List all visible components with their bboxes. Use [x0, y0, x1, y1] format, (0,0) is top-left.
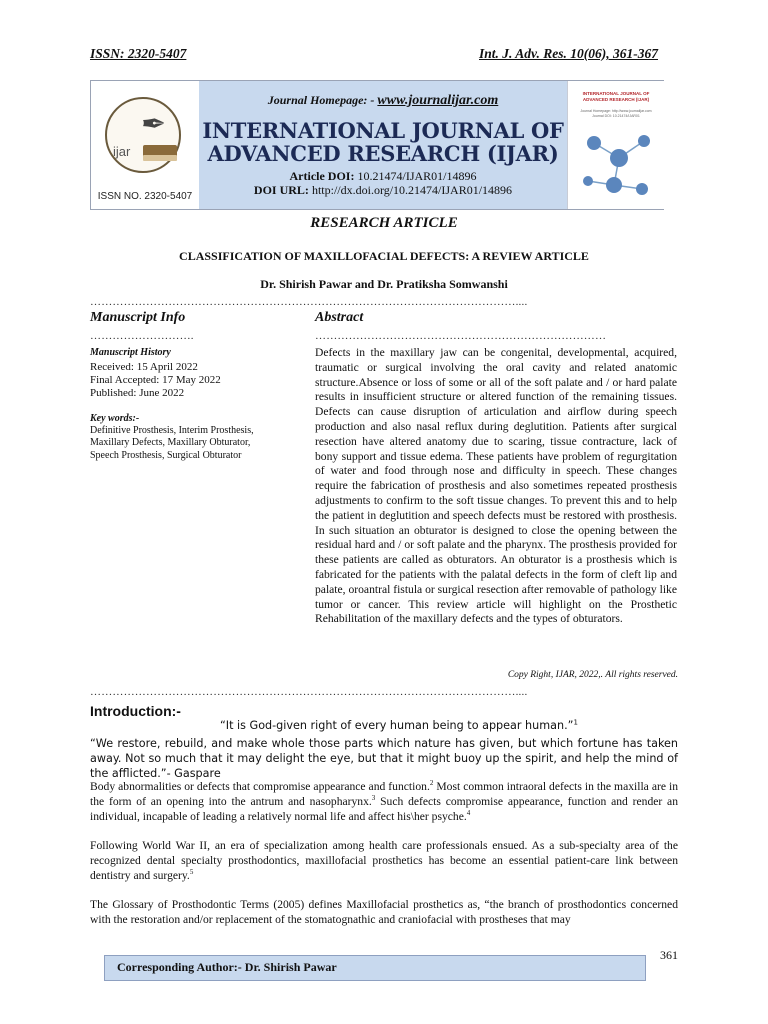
intro-paragraph: The Glossary of Prosthodontic Terms (2005) defines Maxillofacial prosthetics as, “the branch of prosthodontics concerned with the restoration and/or replacement of the stomatognathic and craniofacial with prostheses that may [90, 898, 678, 927]
journal-cover-thumbnail [567, 81, 664, 209]
journal-logo [105, 97, 181, 173]
molecule-icon [574, 123, 660, 203]
doi-block [199, 169, 567, 197]
reference-marker[interactable]: 2 [429, 779, 434, 788]
paragraph-text: Following World War II, an era of specialization among health care professionals ensued. As a sub-specialty area of the recognized dental specialty prosthodontics, maxillofacial prosthetics has become an essential patient-care link between dentistry and surgery. [90, 839, 678, 883]
intro-paragraph [90, 838, 678, 884]
journal-homepage [199, 93, 567, 109]
keywords-label: Key words:- [90, 413, 140, 424]
header-issn: ISSN: 2320-5407 [90, 46, 187, 61]
homepage-label: Journal Homepage: - [267, 93, 378, 107]
cover-title: INTERNATIONAL JOURNAL OF ADVANCED RESEARCH (IJAR) [582, 91, 650, 102]
dotted-separator: …………………………………………………………………………………………………….... [90, 686, 528, 698]
dotted-separator: …………………………………………………………………… [315, 330, 607, 342]
keywords-list: Definitive Prosthesis, Interim Prosthesis, Maxillary Defects, Maxillary Obturator, Speech Prosthesis, Surgical Obturator [90, 425, 254, 461]
article-authors: Dr. Shirish Pawar and Dr. Pratiksha Somwanshi [260, 277, 508, 291]
corresponding-author: Corresponding Author:- Dr. Shirish Pawar [117, 960, 337, 974]
article-title: CLASSIFICATION OF MAXILLOFACIAL DEFECTS: A REVIEW ARTICLE [179, 249, 589, 263]
accepted-date: Final Accepted: 17 May 2022 [90, 374, 221, 386]
introduction-heading: Introduction:- [90, 703, 181, 719]
doi-url-link[interactable]: http://dx.doi.org/10.21474/IJAR01/14896 [311, 183, 513, 197]
paragraph-text: Most common intraoral defects in the maxilla are in the form of an opening into the antrum and nasopharynx. [90, 780, 679, 809]
doi-label: Article DOI: [289, 169, 355, 183]
cover-text: Journal Homepage: http://www.journalijar.com Journal DOI: 10.21474/IJAR01 [580, 109, 652, 118]
quill-icon: ✒ [141, 107, 167, 142]
doi-url-label: DOI URL: [253, 183, 309, 197]
reference-marker[interactable]: 1 [573, 718, 578, 727]
epigraph-quote [220, 719, 578, 732]
received-date: Received: 15 April 2022 [90, 361, 198, 373]
doi-value: 10.21474/IJAR01/14896 [357, 169, 477, 183]
manuscript-info-heading: Manuscript Info [90, 310, 186, 325]
journal-logo-panel [91, 81, 200, 209]
quote-text: “It is God-given right of every human being to appear human.” [220, 719, 574, 732]
copyright-notice: Copy Right, IJAR, 2022,. All rights reserved. [507, 670, 678, 680]
manuscript-history-label: Manuscript History [90, 347, 171, 358]
reference-marker[interactable]: 5 [189, 868, 194, 877]
intro-paragraph [90, 779, 678, 825]
corresponding-author-box [104, 955, 646, 981]
abstract-text: Defects in the maxillary jaw can be congenital, developmental, acquired, traumatic or surgical involving the oral cavity and related anatomic structure.Absence or loss of some or all of the soft palate and / or hard palate results in insufficient structure or altered function of the remaining tissues. Defects can cause disruption of articulation and airflow during speech production and also nasal reflux during deglutition. Patients after surgical resection have altered anatomy due to scaring, tissue contracture, lack of bony support and tissue edema. These patients have problem of regurgitation of water and food through nose and difficulty in speech. These changes require the fabrication of prosthesis and also sometimes repeated prosthesis adjustments to confirm to the soft tissue changes. To prevent this and to help the patient in deglutition and speech defects must be restored with prosthesis. In such situation an obturator is designed to close the opening between the residual hard and / or soft palate and the pharynx. The prosthesis provided for these patients are called as obturators. An obturator is a prosthesis which is fabricated for the patients with the palatal defects in the form of cleft lip and palate, oroantral fistula or surgical resection after removable of pathology like tumor or cancer. This review article will highlight on the Prosthetic Rehabilitation of the maxillary defects and the types of obturators. [315, 346, 677, 626]
dotted-separator: …………………………………………………………………………………………………….... [90, 296, 528, 308]
homepage-link[interactable]: www.journalijar.com [377, 93, 499, 108]
dotted-separator: ………………………. [90, 330, 194, 342]
published-date: Published: June 2022 [90, 387, 185, 399]
paragraph-text: Such defects compromise appearance, function and render an individual, incapable of leading a relatively normal life and affect his\her psyche. [90, 795, 678, 824]
reference-marker[interactable]: 4 [466, 809, 471, 818]
journal-title: INTERNATIONAL JOURNAL OF ADVANCED RESEARCH (IJAR) [202, 118, 564, 166]
header-citation: Int. J. Adv. Res. 10(06), 361-367 [479, 46, 658, 61]
logo-issn: ISSN NO. 2320-5407 [97, 191, 193, 202]
abstract-heading: Abstract [315, 310, 364, 325]
page-number: 361 [660, 948, 678, 962]
gaspare-quote: “We restore, rebuild, and make whole those parts which nature has given, but which fortune has taken away. Not so much that it may delight the eye, but that it might buoy up the spirit, and help the mind of the afflicted.”- Gaspare [90, 737, 678, 780]
paragraph-text: Body abnormalities or defects that compromise appearance and function. [90, 780, 430, 793]
journal-banner [90, 80, 664, 210]
article-type: RESEARCH ARTICLE [310, 215, 458, 231]
logo-text: ijar [113, 144, 131, 159]
reference-marker[interactable]: 3 [371, 794, 376, 803]
book-pages-icon [143, 155, 177, 161]
banner-main [199, 81, 567, 209]
